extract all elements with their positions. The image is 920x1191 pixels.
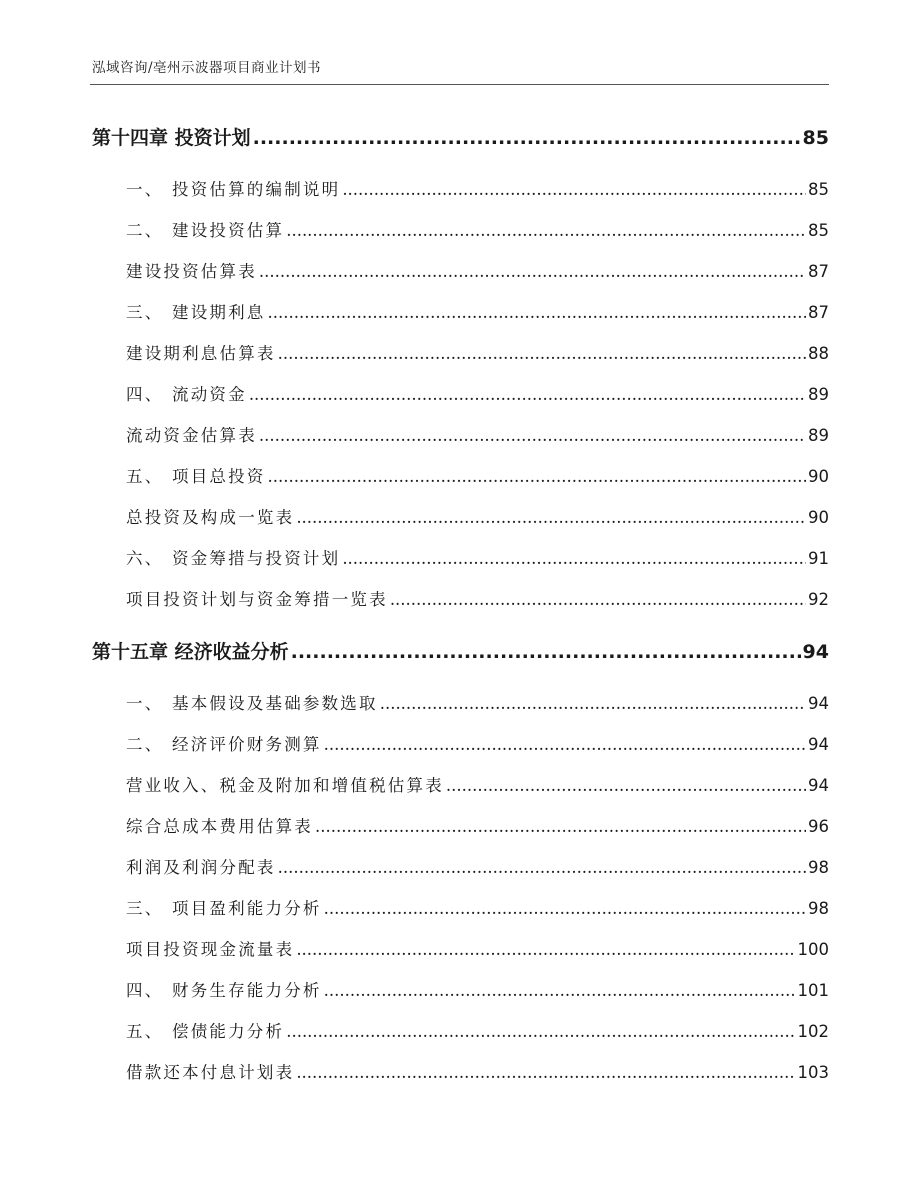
toc-entry-number: 四、: [126, 981, 164, 1000]
dot-leader: [278, 847, 806, 888]
toc-entry-number: 五、: [126, 467, 164, 486]
toc-entry-number: 一、: [126, 180, 164, 199]
dot-leader: [342, 169, 806, 210]
dot-leader: [342, 538, 806, 579]
toc-page-number: 90: [808, 467, 829, 486]
toc-table-entry[interactable]: [92, 251, 829, 292]
toc-page-number: 92: [808, 590, 829, 609]
toc-entry-label: 借款还本付息计划表: [126, 1063, 295, 1082]
toc-entry-title: 项目总投资: [172, 467, 266, 486]
toc-section-entry[interactable]: [92, 1011, 829, 1052]
toc-entry-title: 流动资金: [172, 385, 247, 404]
dot-leader: [446, 765, 806, 806]
toc-page-number: 90: [808, 508, 829, 527]
toc-page-number: 85: [802, 127, 829, 149]
dot-leader: [259, 251, 806, 292]
dot-leader: [324, 888, 806, 929]
toc-table-entry[interactable]: [92, 806, 829, 847]
dot-leader: [324, 970, 796, 1011]
toc-entry-number: 三、: [126, 899, 164, 918]
toc-entry-label: 建设期利息估算表: [126, 344, 276, 363]
toc-page-number: 94: [808, 694, 829, 713]
toc-entry-title: 基本假设及基础参数选取: [172, 694, 378, 713]
toc-section-entry[interactable]: [92, 374, 829, 415]
toc-page-number: 89: [808, 426, 829, 445]
dot-leader: [296, 497, 806, 538]
toc-table-entry[interactable]: [92, 415, 829, 456]
toc-section-entry[interactable]: [92, 292, 829, 333]
toc-entry-number: 六、: [126, 549, 164, 568]
toc-table-entry[interactable]: [92, 765, 829, 806]
toc-page-number: 87: [808, 262, 829, 281]
toc-entry-label: [126, 724, 322, 765]
dot-leader: [253, 118, 801, 158]
toc-entry-number: 二、: [126, 221, 164, 240]
toc-entry-title: 投资估算的编制说明: [172, 180, 341, 199]
toc-entry-label: [126, 292, 266, 333]
toc-page-number: 94: [802, 641, 829, 663]
toc-entry-label: 第十四章 投资计划: [92, 127, 251, 149]
dot-leader: [315, 806, 806, 847]
toc-entry-label: [126, 374, 247, 415]
toc-table-entry[interactable]: [92, 497, 829, 538]
toc-section-entry[interactable]: [92, 724, 829, 765]
toc-entry-label: 第十五章 经济收益分析: [92, 641, 289, 663]
toc-section-entry[interactable]: [92, 538, 829, 579]
toc-table-entry[interactable]: [92, 579, 829, 620]
toc-page-number: 101: [797, 981, 829, 1000]
dot-leader: [268, 456, 807, 497]
toc-chapter-entry[interactable]: [92, 632, 829, 672]
toc-page-number: 103: [797, 1063, 829, 1082]
dot-leader: [324, 724, 806, 765]
toc-entry-label: 项目投资计划与资金筹措一览表: [126, 590, 388, 609]
toc-section-entry[interactable]: [92, 888, 829, 929]
toc-entry-label: [126, 210, 284, 251]
toc-entry-title: 建设期利息: [172, 303, 266, 322]
toc-entry-label: [126, 970, 322, 1011]
toc-entry-label: 营业收入、税金及附加和增值税估算表: [126, 776, 444, 795]
toc-section-entry[interactable]: [92, 456, 829, 497]
dot-leader: [268, 292, 807, 333]
dot-leader: [380, 683, 806, 724]
toc-entry-title: 财务生存能力分析: [172, 981, 322, 1000]
toc-entry-label: 流动资金估算表: [126, 426, 257, 445]
header-rule: [90, 84, 829, 85]
toc-table-entry[interactable]: [92, 1052, 829, 1093]
toc-entry-number: 四、: [126, 385, 164, 404]
toc-entry-number: 三、: [126, 303, 164, 322]
toc-page-number: 91: [808, 549, 829, 568]
toc-entry-label: [126, 456, 266, 497]
toc-entry-label: [126, 169, 340, 210]
toc-entry-label: 项目投资现金流量表: [126, 940, 295, 959]
toc-page-number: 85: [808, 221, 829, 240]
toc-page-number: 94: [808, 776, 829, 795]
toc-page-number: 102: [797, 1022, 829, 1041]
toc-page-number: 100: [797, 940, 829, 959]
dot-leader: [291, 632, 801, 672]
toc-entry-label: [126, 1011, 284, 1052]
toc-section-entry[interactable]: [92, 169, 829, 210]
toc-page-number: 94: [808, 735, 829, 754]
dot-leader: [286, 210, 806, 251]
toc-section-entry[interactable]: [92, 970, 829, 1011]
dot-leader: [249, 374, 806, 415]
toc-entry-title: 资金筹措与投资计划: [172, 549, 341, 568]
dot-leader: [296, 1052, 795, 1093]
toc-page-number: 87: [808, 303, 829, 322]
toc-entry-label: 综合总成本费用估算表: [126, 817, 313, 836]
toc-page-number: 96: [808, 817, 829, 836]
toc-entry-title: 经济评价财务测算: [172, 735, 322, 754]
toc-entry-label: 建设投资估算表: [126, 262, 257, 281]
dot-leader: [278, 333, 806, 374]
toc-entry-number: 一、: [126, 694, 164, 713]
toc-chapter-entry[interactable]: [92, 118, 829, 158]
dot-leader: [390, 579, 806, 620]
dot-leader: [296, 929, 795, 970]
dot-leader: [286, 1011, 795, 1052]
toc-entry-title: 偿债能力分析: [172, 1022, 285, 1041]
dot-leader: [259, 415, 806, 456]
running-header: 泓域咨询/亳州示波器项目商业计划书: [92, 60, 322, 76]
toc-page-number: 98: [808, 899, 829, 918]
toc-entry-title: 建设投资估算: [172, 221, 285, 240]
toc-table-entry[interactable]: [92, 847, 829, 888]
toc-page-number: 89: [808, 385, 829, 404]
toc-entry-number: 二、: [126, 735, 164, 754]
toc-entry-label: [126, 683, 378, 724]
toc-table-entry[interactable]: [92, 333, 829, 374]
toc-entry-label: [126, 888, 322, 929]
toc-page-number: 98: [808, 858, 829, 877]
toc-entry-label: 利润及利润分配表: [126, 858, 276, 877]
toc-section-entry[interactable]: [92, 683, 829, 724]
toc-table-entry[interactable]: [92, 929, 829, 970]
toc-entry-title: 项目盈利能力分析: [172, 899, 322, 918]
toc-entry-label: [126, 538, 340, 579]
toc-page-number: 88: [808, 344, 829, 363]
toc-entry-label: 总投资及构成一览表: [126, 508, 295, 527]
toc-entry-number: 五、: [126, 1022, 164, 1041]
toc-page-number: 85: [808, 180, 829, 199]
toc-section-entry[interactable]: [92, 210, 829, 251]
table-of-contents: [92, 118, 829, 1093]
